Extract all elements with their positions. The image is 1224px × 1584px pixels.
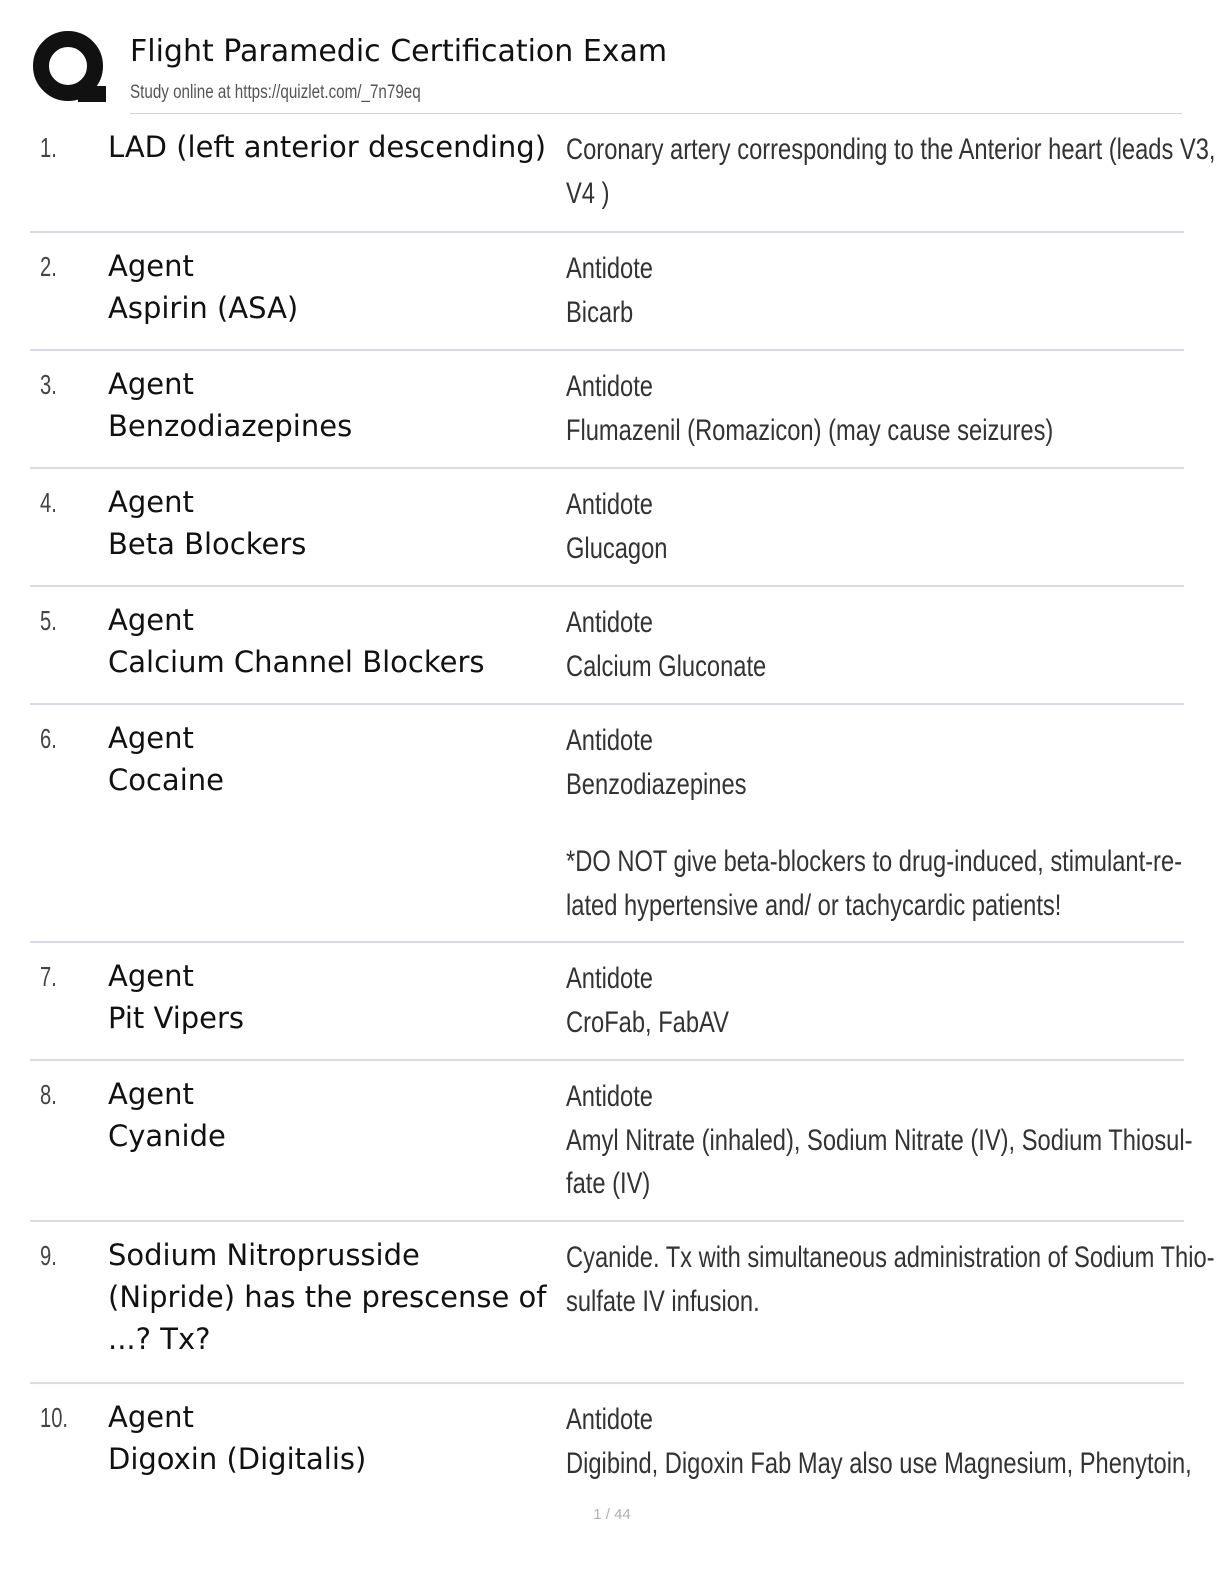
term-line: LAD (left anterior descending) (108, 130, 547, 164)
definition-line: Antidote (566, 724, 653, 757)
definition-line: Antidote (566, 962, 653, 995)
card-definition (566, 601, 1166, 688)
definition-line: V4 ) (566, 176, 610, 210)
definition-line: Flumazenil (Romazicon) (may cause seizures) (566, 413, 1054, 447)
definition-line: Antidote (566, 488, 653, 521)
flashcard-row (30, 587, 1184, 705)
definition-line: Calcium Gluconate (566, 649, 767, 683)
term-line: Agent (108, 603, 194, 637)
card-number: 2. (40, 251, 57, 282)
card-term (108, 126, 566, 168)
card-number: 4. (40, 487, 57, 518)
term-line: ...? Tx? (108, 1322, 211, 1356)
card-definition (566, 1236, 1215, 1323)
card-number: 1. (40, 132, 57, 163)
page-number: 1 / 44 (593, 1506, 631, 1523)
definition-line: Antidote (566, 370, 653, 403)
study-online-link[interactable]: Study online at https://quizlet.com/_7n79eq (130, 82, 421, 103)
card-definition (566, 719, 1183, 927)
card-term (108, 363, 566, 447)
definition-line: Bicarb (566, 295, 634, 329)
card-definition (566, 365, 1166, 452)
term-line: Digoxin (Digitalis) (108, 1442, 367, 1476)
card-term (108, 481, 566, 565)
term-line: Cyanide (108, 1119, 226, 1153)
definition-line: fate (IV) (566, 1167, 651, 1200)
term-line: Benzodiazepines (108, 409, 353, 443)
definition-line: Antidote (566, 1080, 653, 1113)
term-line: Agent (108, 249, 194, 283)
page-header (30, 28, 1190, 114)
card-term (108, 1234, 566, 1360)
definition-line: Benzodiazepines (566, 767, 747, 801)
term-line: (Nipride) has the prescense of (108, 1280, 547, 1314)
definition-line: lated hypertensive and/ or tachycardic patients! (566, 888, 1062, 922)
card-number: 5. (40, 605, 57, 636)
card-term (108, 599, 566, 683)
definition-line: sulfate IV infusion. (566, 1284, 760, 1318)
flashcard-row (30, 1222, 1215, 1384)
card-definition (566, 1398, 1192, 1485)
card-number: 10. (40, 1402, 69, 1433)
term-line: Calcium Channel Blockers (108, 645, 485, 679)
card-number: 3. (40, 369, 57, 400)
definition-line: *DO NOT give beta-blockers to drug-induced, stimulant-re- (566, 845, 1183, 878)
card-number: 8. (40, 1079, 57, 1110)
card-term (108, 1396, 566, 1480)
page-title: Flight Paramedic Certification Exam (130, 34, 668, 69)
term-line: Pit Vipers (108, 1001, 245, 1035)
card-term (108, 245, 566, 329)
card-definition (566, 483, 1166, 570)
term-line: Agent (108, 959, 194, 993)
flashcard-list (30, 114, 1216, 1494)
term-line: Agent (108, 485, 194, 519)
definition-line: Antidote (566, 1403, 653, 1436)
flashcard-row (30, 705, 1184, 943)
definition-line: Glucagon (566, 531, 668, 565)
card-term (108, 717, 566, 801)
flashcard-row (30, 943, 1184, 1061)
quizlet-logo-icon (30, 30, 110, 110)
card-definition (566, 247, 1166, 334)
card-number: 7. (40, 961, 57, 992)
term-line: Beta Blockers (108, 527, 307, 561)
flashcard-row (30, 114, 1216, 233)
term-line: Agent (108, 1077, 194, 1111)
flashcard-row (30, 1384, 1192, 1494)
card-definition (566, 957, 1166, 1044)
definition-line: Antidote (566, 606, 653, 639)
card-term (108, 1073, 566, 1157)
definition-line: Digibind, Digoxin Fab May also use Magnesium, Phenytoin, (566, 1446, 1192, 1480)
card-definition (566, 128, 1216, 215)
flashcard-row (30, 1061, 1193, 1222)
term-line: Cocaine (108, 763, 224, 797)
definition-line: Antidote (566, 252, 653, 285)
term-line: Sodium Nitroprusside (108, 1238, 420, 1272)
definition-line: Amyl Nitrate (inhaled), Sodium Nitrate (IV), Sodium Thiosul- (566, 1123, 1193, 1157)
term-line: Agent (108, 1400, 194, 1434)
term-line: Agent (108, 367, 194, 401)
definition-line: Cyanide. Tx with simultaneous administration of Sodium Thio- (566, 1241, 1215, 1274)
card-number: 6. (40, 723, 57, 754)
card-term (108, 955, 566, 1039)
definition-line: CroFab, FabAV (566, 1005, 729, 1039)
card-number: 9. (40, 1240, 57, 1271)
definition-spacer (566, 806, 1166, 840)
flashcard-row (30, 469, 1184, 587)
term-line: Aspirin (ASA) (108, 291, 299, 325)
flashcard-row (30, 233, 1184, 351)
card-definition (566, 1075, 1193, 1206)
term-line: Agent (108, 721, 194, 755)
flashcard-row (30, 351, 1184, 469)
definition-line: Coronary artery corresponding to the Anterior heart (leads V3, (566, 133, 1216, 166)
